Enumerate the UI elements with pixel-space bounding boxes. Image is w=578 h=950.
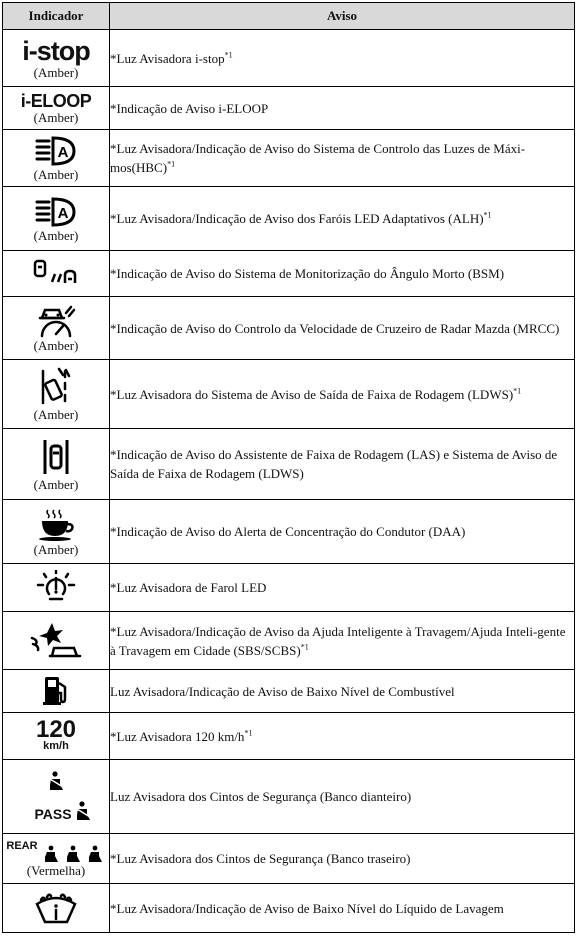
header-indicator: Indicador [3, 3, 110, 30]
warning-description: *Luz Avisadora/Indicação de Aviso dos Faróis LED Adaptativos (ALH)$^{*1}$ [110, 187, 575, 251]
warning-description: *Luz Avisadora de Farol LED [110, 564, 575, 612]
i-stop-icon: i-stop [22, 35, 90, 66]
seat-belt-rear-icon: REAR (Vermelha) [3, 841, 109, 877]
table-row [3, 834, 575, 884]
indicator-color: (Amber) [33, 227, 79, 243]
table-row [3, 500, 575, 564]
adaptive-led-headlights-icon [34, 196, 78, 228]
table-row [3, 612, 575, 670]
led-headlight-warning-icon [36, 570, 76, 604]
warning-description: *Luz Avisadora/Indicação de Aviso de Baixo Nível do Líquido de Lavagem [110, 884, 575, 933]
passenger-seat-belt-icon [74, 801, 92, 821]
indicator-color: (Amber) [33, 167, 79, 182]
coffee-cup-icon [36, 508, 76, 542]
smart-brake-support-icon [30, 622, 82, 658]
table-row [3, 670, 575, 713]
indicator-color: (Amber) [33, 338, 79, 353]
table-row [3, 884, 575, 933]
svg-text:A: A [57, 144, 69, 161]
indicator-color: (Amber) [33, 64, 79, 80]
table-row [3, 30, 575, 87]
rear-seat-belt-icons [42, 845, 106, 863]
lane-assist-icon [41, 437, 71, 477]
indicator-color: (Vermelha) [26, 862, 86, 878]
table-row [3, 713, 575, 760]
warning-description: *Luz Avisadora do Sistema de Aviso de Saída de Faixa de Rodagem (LDWS)$^{*1}$ [110, 360, 575, 429]
speed-120-icon: 120 km/h [35, 716, 77, 752]
warning-description: *Luz Avisadora/Indicação de Aviso do Sistema de Controlo das Luzes de Máxi-mos(HBC)$^{*1}$ [110, 130, 575, 187]
indicator-color: (Amber) [33, 407, 79, 422]
warning-description: Luz Avisadora dos Cintos de Segurança (Banco dianteiro) [110, 760, 575, 834]
seat-belt-icon [47, 771, 65, 791]
table-row [3, 429, 575, 500]
svg-text:A: A [57, 204, 69, 222]
seat-belt-front-icon: PASS [3, 771, 109, 822]
table-row [3, 360, 575, 429]
i-eloop-icon: i-ELOOP [20, 91, 92, 111]
warning-description: *Indicação de Aviso do Controlo da Velocidade de Cruzeiro de Radar Mazda (MRCC) [110, 297, 575, 360]
table-row [3, 564, 575, 612]
table-row [3, 187, 575, 251]
fuel-pump-icon [41, 675, 71, 707]
warning-indicator-table [2, 2, 575, 933]
header-warning: Aviso [110, 3, 575, 30]
warning-description: *Indicação de Aviso do Assistente de Faixa de Rodagem (LAS) e Sistema de Aviso de Saída de Faixa de Rodagem (LDWS) [110, 429, 575, 500]
table-row [3, 760, 575, 834]
warning-description: *Indicação de Aviso i-ELOOP [110, 87, 575, 130]
warning-description: Luz Avisadora/Indicação de Aviso de Baixo Nível de Combustível [110, 670, 575, 713]
warning-description: *Indicação de Aviso do Alerta de Concentração do Condutor (DAA) [110, 500, 575, 564]
indicator-color: (Amber) [33, 477, 79, 492]
washer-fluid-icon [33, 890, 79, 926]
radar-cruise-control-icon [36, 304, 76, 338]
indicator-color: (Amber) [33, 110, 79, 125]
warning-description: *Luz Avisadora dos Cintos de Segurança (Banco traseiro) [110, 834, 575, 884]
warning-description: *Luz Avisadora/Indicação de Aviso da Ajuda Inteligente à Travagem/Ajuda Inteli-gente à Travagem em Cidade (SBS/SCBS)$^{*1}$ [110, 612, 575, 670]
lane-departure-warning-icon [39, 367, 73, 407]
blind-spot-monitoring-icon [32, 258, 80, 288]
table-row [3, 297, 575, 360]
high-beam-control-icon [34, 135, 78, 167]
table-row [3, 87, 575, 130]
warning-description: *Luz Avisadora i-stop$^{*1}$ [110, 30, 575, 87]
warning-description: *Indicação de Aviso do Sistema de Monitorização do Ângulo Morto (BSM) [110, 251, 575, 297]
table-row [3, 251, 575, 297]
warning-description: *Luz Avisadora 120 $km/h^{*1}$ [110, 713, 575, 760]
table-row [3, 130, 575, 187]
indicator-color: (Amber) [33, 541, 79, 557]
